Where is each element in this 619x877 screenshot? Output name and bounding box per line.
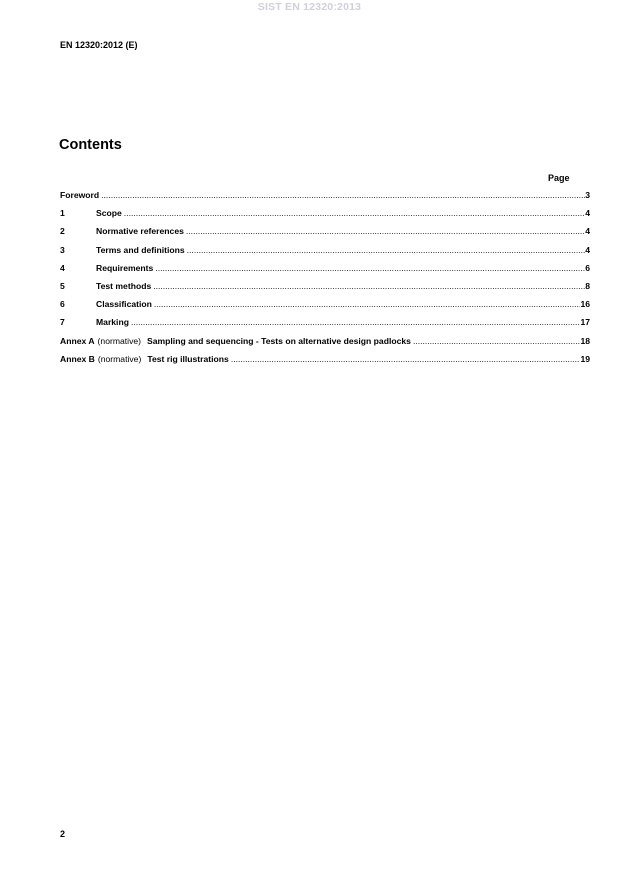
toc-annex-type: (normative) [97,335,142,346]
toc-annex-title: Sampling and sequencing - Tests on alternative design padlocks [147,335,411,346]
toc-leader-dots [101,190,585,201]
toc-entry-number: 5 [60,280,65,291]
toc-entry-annex-a[interactable] [60,336,590,354]
toc-leader-dots [413,336,581,347]
toc-entry-number: 2 [60,226,65,237]
toc-entry-page: 18 [580,335,590,346]
contents-heading: Contents [59,137,122,153]
toc-entry-page: 4 [585,244,590,255]
toc-entry-page: 4 [585,226,590,237]
toc-leader-dots [124,208,585,219]
toc-entry-foreword[interactable] [60,190,590,208]
toc-entry-marking[interactable] [60,317,590,335]
toc-entry-page: 17 [580,317,590,328]
toc-entry-page: 8 [585,280,590,291]
toc-leader-dots [153,281,585,292]
toc-entry-number: 4 [60,262,65,273]
toc-entry-normative-references[interactable] [60,226,590,244]
toc-entry-title: Scope [96,208,122,219]
watermark: SIST EN 12320:2013 [257,1,362,13]
toc-annex-title: Test rig illustrations [147,353,229,364]
toc-entry-test-methods[interactable] [60,281,590,299]
toc-entry-title: Normative references [96,226,184,237]
toc-entry-terms-and-definitions[interactable] [60,245,590,263]
toc-entry-annex-b[interactable] [60,354,590,372]
toc-entry-page: 4 [585,208,590,219]
toc-entry-number: 3 [60,244,65,255]
toc-entry-number: 1 [60,208,65,219]
toc-entry-number: 7 [60,317,65,328]
toc-entry-title: Requirements [96,262,154,273]
toc-leader-dots [131,317,580,328]
toc-annex-label: Annex A [60,335,95,346]
toc-leader-dots [187,245,586,256]
toc-annex-type: (normative) [97,353,142,364]
document-id: EN 12320:2012 (E) [60,40,138,50]
toc-entry-title: Marking [96,317,129,328]
toc-entry-classification[interactable] [60,299,590,317]
toc-entry-page: 3 [585,190,590,200]
table-of-contents [60,190,590,372]
page-number: 2 [60,829,66,839]
page-column-label: Page [548,173,570,183]
toc-entry-page: 19 [580,353,590,364]
toc-entry-page: 6 [585,262,590,273]
toc-entry-page: 16 [580,299,590,310]
toc-leader-dots [154,299,581,310]
toc-leader-dots [231,354,581,365]
toc-entry-scope[interactable] [60,208,590,226]
toc-entry-number: 6 [60,299,65,310]
toc-leader-dots [155,263,585,274]
toc-entry-title: Terms and definitions [96,244,185,255]
toc-annex-label: Annex B [60,353,95,364]
toc-leader-dots [186,226,585,237]
toc-entry-requirements[interactable] [60,263,590,281]
toc-entry-title: Classification [96,299,152,310]
toc-entry-title: Test methods [96,280,152,291]
toc-entry-title: Foreword [60,190,100,200]
